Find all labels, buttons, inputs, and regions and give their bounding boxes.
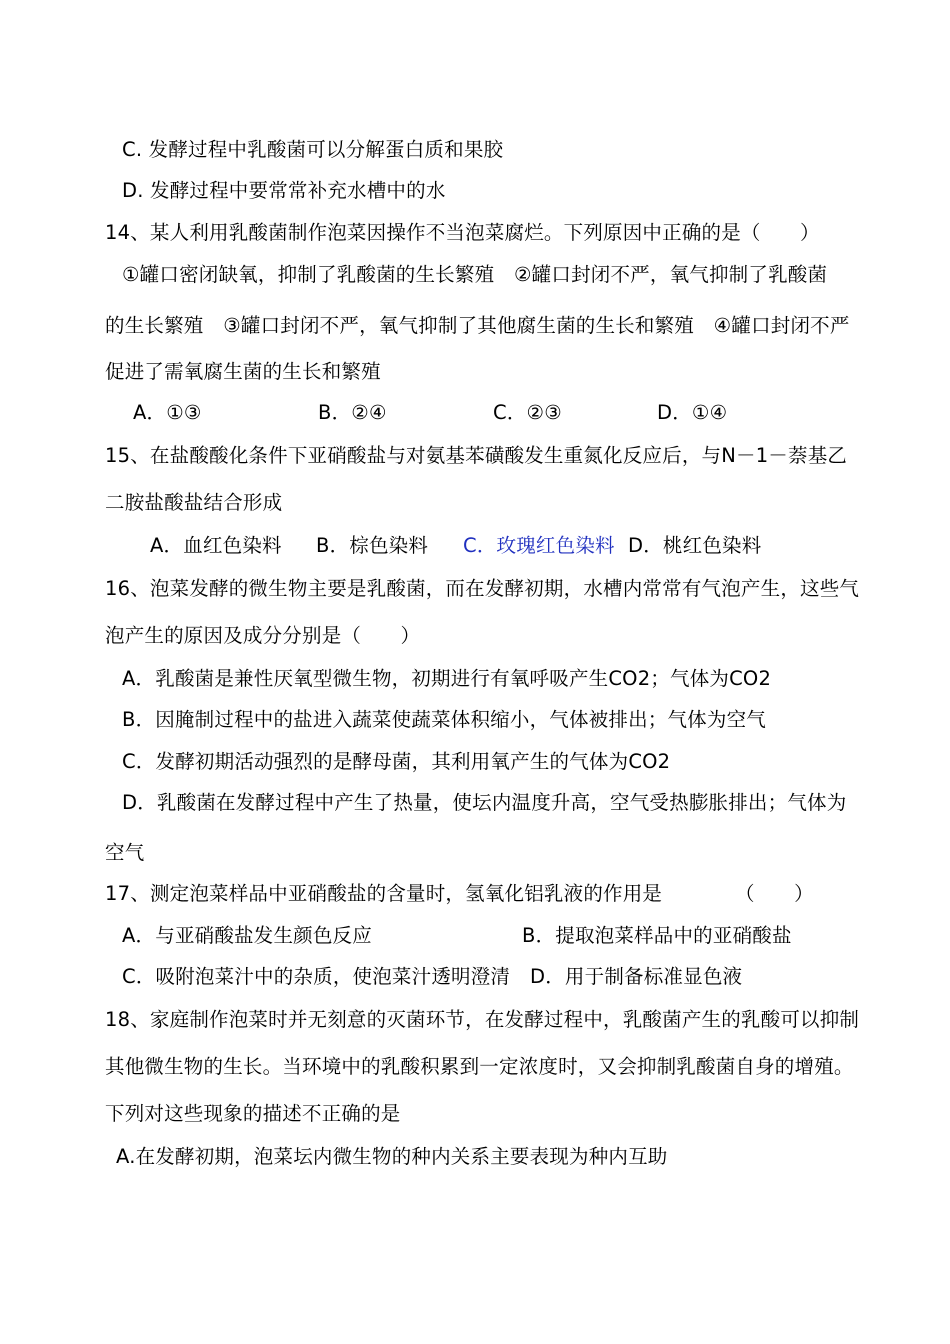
q16-option-c: C．发酵初期活动强烈的是酵母菌，其利用氧产生的气体为CO2 xyxy=(122,750,671,773)
q18-stem-line3: 下列对这些现象的描述不正确的是 xyxy=(105,1102,401,1125)
q17-option-c: C．吸附泡菜汁中的杂质，使泡菜汁透明澄清 xyxy=(122,965,511,988)
q14-statements-line1: ①罐口密闭缺氧，抑制了乳酸菌的生长繁殖 ②罐口封闭不严，氧气抑制了乳酸菌 xyxy=(122,263,828,286)
q14-stem: 14、某人利用乳酸菌制作泡菜因操作不当泡菜腐烂。下列原因中正确的是（ ） xyxy=(105,221,820,244)
q17-stem: 17、测定泡菜样品中亚硝酸盐的含量时，氢氧化铝乳液的作用是 xyxy=(105,882,663,905)
q16-option-d-line1: D．乳酸菌在发酵过程中产生了热量，使坛内温度升高，空气受热膨胀排出；气体为 xyxy=(122,791,847,814)
q13-option-c: C. 发酵过程中乳酸菌可以分解蛋白质和果胶 xyxy=(122,138,504,161)
q17-option-d: D．用于制备标准显色液 xyxy=(530,965,743,988)
q15-option-a: A．血红色染料 xyxy=(150,534,282,557)
q15-stem-line2: 二胺盐酸盐结合形成 xyxy=(105,491,283,514)
q14-option-a: A．①③ xyxy=(133,401,202,424)
q13-option-d: D. 发酵过程中要常常补充水槽中的水 xyxy=(122,179,446,202)
q18-option-a: A.在发酵初期，泡菜坛内微生物的种内关系主要表现为种内互助 xyxy=(116,1145,668,1168)
q16-stem-line1: 16、泡菜发酵的微生物主要是乳酸菌，而在发酵初期，水槽内常常有气泡产生，这些气 xyxy=(105,577,860,600)
q16-option-d-line2: 空气 xyxy=(105,841,145,864)
q15-stem-line1: 15、在盐酸酸化条件下亚硝酸盐与对氨基苯磺酸发生重氮化反应后，与N－1－萘基乙 xyxy=(105,444,848,467)
q17-option-a: A．与亚硝酸盐发生颜色反应 xyxy=(122,924,372,947)
q17-answer-bracket: （ ） xyxy=(735,882,814,905)
q16-option-b: B．因腌制过程中的盐进入蔬菜使蔬菜体积缩小，气体被排出；气体为空气 xyxy=(122,708,766,731)
q14-option-d: D．①④ xyxy=(657,401,728,424)
q14-statements-line2: 的生长繁殖 ③罐口封闭不严，氧气抑制了其他腐生菌的生长和繁殖 ④罐口封闭不严 xyxy=(105,314,850,337)
q14-statements-line3: 促进了需氧腐生菌的生长和繁殖 xyxy=(105,360,381,383)
q18-stem-line2: 其他微生物的生长。当环境中的乳酸积累到一定浓度时，又会抑制乳酸菌自身的增殖。 xyxy=(105,1055,854,1078)
q18-stem-line1: 18、家庭制作泡菜时并无刻意的灭菌环节，在发酵过程中，乳酸菌产生的乳酸可以抑制 xyxy=(105,1008,860,1031)
q15-option-b: B．棕色染料 xyxy=(316,534,429,557)
q15-option-d: D．桃红色染料 xyxy=(628,534,762,557)
q17-option-b: B．提取泡菜样品中的亚硝酸盐 xyxy=(522,924,792,947)
q14-option-c: C．②③ xyxy=(493,401,562,424)
q16-stem-line2: 泡产生的原因及成分分别是（ ） xyxy=(105,624,421,647)
q14-option-b: B．②④ xyxy=(318,401,387,424)
q16-option-a: A．乳酸菌是兼性厌氧型微生物，初期进行有氧呼吸产生CO2；气体为CO2 xyxy=(122,667,772,690)
q15-option-c: C．玫瑰红色染料 xyxy=(463,534,615,557)
